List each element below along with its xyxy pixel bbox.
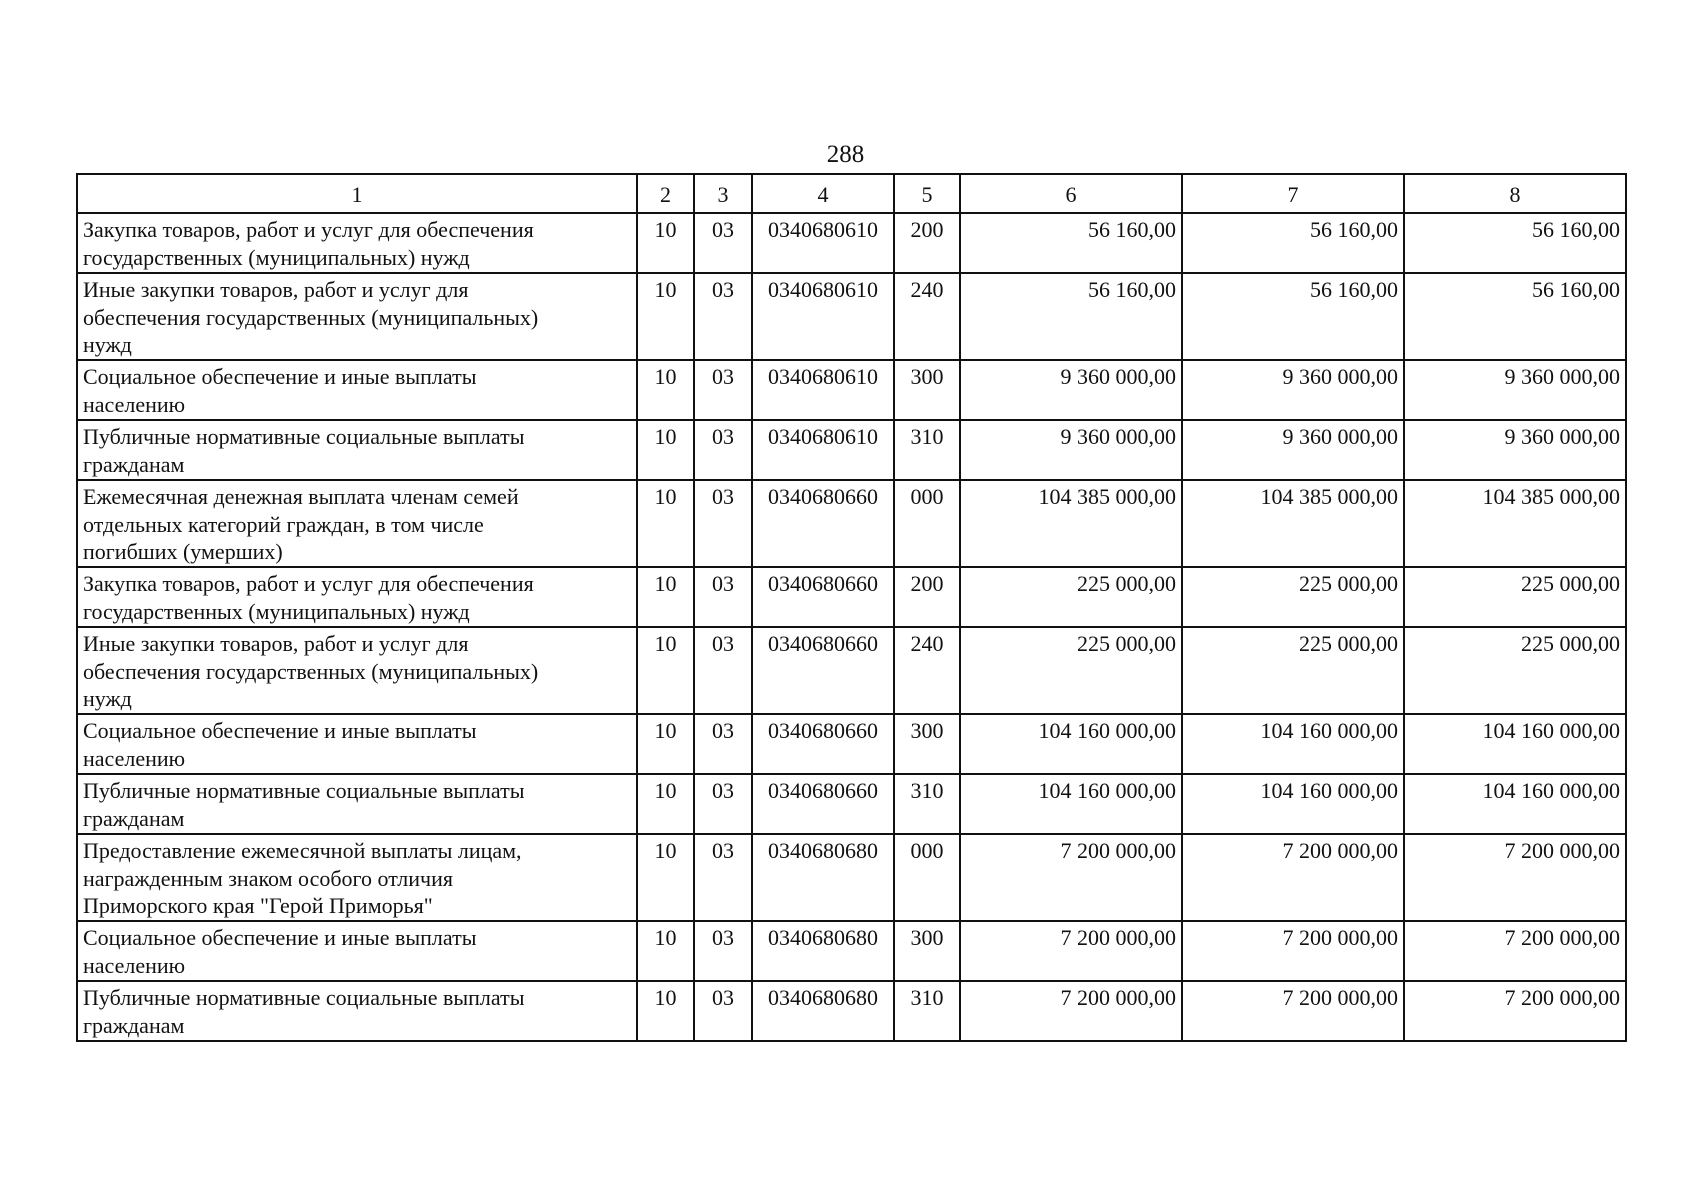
row-amount-6: 225 000,00 <box>960 567 1182 627</box>
row-name: Предоставление ежемесячной выплаты лицам, награжденным знаком особого отличия Приморского края "Герой Приморья" <box>77 834 637 921</box>
row-amount-6: 7 200 000,00 <box>960 981 1182 1041</box>
row-amount-8: 9 360 000,00 <box>1404 420 1626 480</box>
row-expense-type: 240 <box>894 273 960 360</box>
header-row <box>77 174 1626 213</box>
row-subsection: 03 <box>694 567 752 627</box>
row-amount-7: 225 000,00 <box>1182 627 1404 714</box>
row-name: Публичные нормативные социальные выплаты гражданам <box>77 420 637 480</box>
row-section: 10 <box>637 567 694 627</box>
row-expense-type: 300 <box>894 714 960 774</box>
row-name: Закупка товаров, работ и услуг для обеспечения государственных (муниципальных) нужд <box>77 213 637 273</box>
row-section: 10 <box>637 420 694 480</box>
row-section: 10 <box>637 273 694 360</box>
table-row <box>77 774 1626 834</box>
table-row <box>77 921 1626 981</box>
row-expense-type: 000 <box>894 834 960 921</box>
row-amount-6: 7 200 000,00 <box>960 834 1182 921</box>
row-expense-type: 000 <box>894 480 960 567</box>
row-section: 10 <box>637 834 694 921</box>
column-header: 7 <box>1182 174 1404 213</box>
row-expense-type: 240 <box>894 627 960 714</box>
row-section: 10 <box>637 627 694 714</box>
row-name: Социальное обеспечение и иные выплаты населению <box>77 714 637 774</box>
column-header: 1 <box>77 174 637 213</box>
row-expense-type: 310 <box>894 981 960 1041</box>
row-amount-7: 56 160,00 <box>1182 213 1404 273</box>
row-amount-8: 7 200 000,00 <box>1404 921 1626 981</box>
row-amount-6: 56 160,00 <box>960 273 1182 360</box>
row-target-code: 0340680680 <box>752 981 894 1041</box>
table-row <box>77 273 1626 360</box>
table-row <box>77 480 1626 567</box>
table-row <box>77 981 1626 1041</box>
row-subsection: 03 <box>694 273 752 360</box>
row-amount-7: 9 360 000,00 <box>1182 360 1404 420</box>
row-amount-6: 104 385 000,00 <box>960 480 1182 567</box>
row-target-code: 0340680610 <box>752 213 894 273</box>
row-expense-type: 310 <box>894 420 960 480</box>
row-name: Закупка товаров, работ и услуг для обеспечения государственных (муниципальных) нужд <box>77 567 637 627</box>
row-amount-8: 7 200 000,00 <box>1404 981 1626 1041</box>
row-target-code: 0340680680 <box>752 834 894 921</box>
row-amount-8: 9 360 000,00 <box>1404 360 1626 420</box>
row-expense-type: 200 <box>894 567 960 627</box>
row-subsection: 03 <box>694 714 752 774</box>
table-row <box>77 360 1626 420</box>
table-row <box>77 714 1626 774</box>
row-section: 10 <box>637 714 694 774</box>
row-name: Публичные нормативные социальные выплаты гражданам <box>77 981 637 1041</box>
row-subsection: 03 <box>694 360 752 420</box>
table-row <box>77 567 1626 627</box>
row-section: 10 <box>637 981 694 1041</box>
column-header: 8 <box>1404 174 1626 213</box>
row-subsection: 03 <box>694 834 752 921</box>
column-header: 2 <box>637 174 694 213</box>
row-subsection: 03 <box>694 480 752 567</box>
row-section: 10 <box>637 480 694 567</box>
column-header: 5 <box>894 174 960 213</box>
row-amount-8: 56 160,00 <box>1404 213 1626 273</box>
row-target-code: 0340680610 <box>752 273 894 360</box>
row-subsection: 03 <box>694 921 752 981</box>
row-section: 10 <box>637 921 694 981</box>
row-amount-7: 104 385 000,00 <box>1182 480 1404 567</box>
row-subsection: 03 <box>694 774 752 834</box>
row-target-code: 0340680660 <box>752 774 894 834</box>
row-amount-6: 7 200 000,00 <box>960 921 1182 981</box>
table-row <box>77 420 1626 480</box>
row-amount-7: 7 200 000,00 <box>1182 981 1404 1041</box>
row-subsection: 03 <box>694 420 752 480</box>
row-name: Ежемесячная денежная выплата членам семей отдельных категорий граждан, в том числе погибших (умерших) <box>77 480 637 567</box>
table-row <box>77 213 1626 273</box>
row-amount-8: 56 160,00 <box>1404 273 1626 360</box>
budget-table <box>76 173 1627 1042</box>
row-amount-7: 104 160 000,00 <box>1182 774 1404 834</box>
row-name: Социальное обеспечение и иные выплаты населению <box>77 921 637 981</box>
row-target-code: 0340680610 <box>752 420 894 480</box>
row-subsection: 03 <box>694 627 752 714</box>
row-amount-6: 104 160 000,00 <box>960 714 1182 774</box>
column-header: 6 <box>960 174 1182 213</box>
row-amount-7: 7 200 000,00 <box>1182 834 1404 921</box>
row-expense-type: 300 <box>894 921 960 981</box>
row-target-code: 0340680660 <box>752 480 894 567</box>
row-section: 10 <box>637 213 694 273</box>
row-expense-type: 300 <box>894 360 960 420</box>
row-amount-8: 104 385 000,00 <box>1404 480 1626 567</box>
row-amount-7: 225 000,00 <box>1182 567 1404 627</box>
table-row <box>77 834 1626 921</box>
row-target-code: 0340680610 <box>752 360 894 420</box>
row-amount-8: 225 000,00 <box>1404 567 1626 627</box>
row-subsection: 03 <box>694 213 752 273</box>
row-target-code: 0340680660 <box>752 714 894 774</box>
row-amount-6: 225 000,00 <box>960 627 1182 714</box>
row-name: Иные закупки товаров, работ и услуг для обеспечения государственных (муниципальных) нужд <box>77 627 637 714</box>
column-header: 3 <box>694 174 752 213</box>
row-amount-7: 56 160,00 <box>1182 273 1404 360</box>
row-amount-7: 104 160 000,00 <box>1182 714 1404 774</box>
row-amount-8: 225 000,00 <box>1404 627 1626 714</box>
row-subsection: 03 <box>694 981 752 1041</box>
row-expense-type: 310 <box>894 774 960 834</box>
row-amount-7: 7 200 000,00 <box>1182 921 1404 981</box>
row-name: Иные закупки товаров, работ и услуг для обеспечения государственных (муниципальных) нужд <box>77 273 637 360</box>
row-amount-8: 7 200 000,00 <box>1404 834 1626 921</box>
row-expense-type: 200 <box>894 213 960 273</box>
row-section: 10 <box>637 360 694 420</box>
row-target-code: 0340680660 <box>752 627 894 714</box>
row-amount-6: 9 360 000,00 <box>960 420 1182 480</box>
table-row <box>77 627 1626 714</box>
row-amount-8: 104 160 000,00 <box>1404 774 1626 834</box>
row-amount-7: 9 360 000,00 <box>1182 420 1404 480</box>
column-header: 4 <box>752 174 894 213</box>
row-target-code: 0340680660 <box>752 567 894 627</box>
row-target-code: 0340680680 <box>752 921 894 981</box>
row-amount-6: 9 360 000,00 <box>960 360 1182 420</box>
row-amount-6: 56 160,00 <box>960 213 1182 273</box>
row-amount-6: 104 160 000,00 <box>960 774 1182 834</box>
page-number: 288 <box>826 141 865 168</box>
row-amount-8: 104 160 000,00 <box>1404 714 1626 774</box>
row-section: 10 <box>637 774 694 834</box>
row-name: Социальное обеспечение и иные выплаты населению <box>77 360 637 420</box>
row-name: Публичные нормативные социальные выплаты гражданам <box>77 774 637 834</box>
